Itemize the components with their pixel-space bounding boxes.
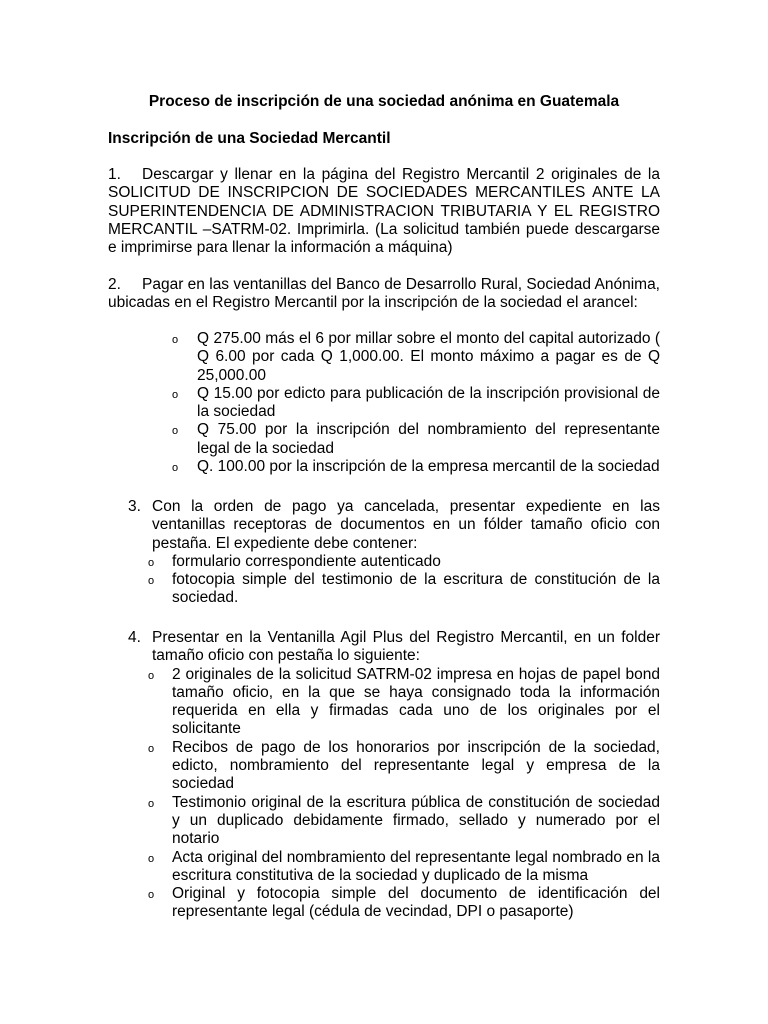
paragraph-2 xyxy=(108,276,660,313)
list-item: o Recibos de pago de los honorarios por inscripción de la sociedad, edicto, nombramiento del representante legal y empresa de la sociedad xyxy=(148,738,660,793)
list-item: o Q. 100.00 por la inscripción de la empresa mercantil de la sociedad xyxy=(172,458,660,476)
bullet-icon: o xyxy=(172,462,179,475)
bullet-icon: o xyxy=(148,742,155,755)
step-3-list xyxy=(128,553,660,608)
bullet-icon: o xyxy=(148,889,155,902)
bullet-icon: o xyxy=(172,425,179,438)
fee-list xyxy=(172,330,660,476)
step-4-number: 4. xyxy=(128,629,141,646)
paragraph-2-number: 2. xyxy=(108,276,121,293)
step-3-number: 3. xyxy=(128,498,141,515)
bullet-icon: o xyxy=(148,797,155,810)
list-item: o Original y fotocopia simple del documento de identificación del representante legal (cédula de vecindad, DPI o pasaporte) xyxy=(148,885,660,921)
bullet-icon: o xyxy=(148,575,155,588)
paragraph-1-number: 1. xyxy=(108,166,121,183)
step-4-text: Presentar en la Ventanilla Agil Plus del Registro Mercantil, en un folder tamaño oficio con pestaña lo siguiente: xyxy=(152,629,660,665)
list-item: o Q 275.00 más el 6 por millar sobre el monto del capital autorizado ( Q 6.00 por cada Q 1,000.00. El monto máximo a pagar es de Q 25,000.00 xyxy=(172,330,660,384)
document-title: Proceso de inscripción de una sociedad anónima en Guatemala xyxy=(148,93,620,110)
bullet-icon: o xyxy=(148,556,155,569)
step-3 xyxy=(128,498,660,608)
bullet-icon: o xyxy=(172,388,179,401)
bullet-icon: o xyxy=(148,852,155,865)
list-item: o formulario correspondiente autenticado xyxy=(148,552,441,570)
list-item: o Q 75.00 por la inscripción del nombramiento del representante legal de la sociedad xyxy=(172,421,660,457)
list-item: o Testimonio original de la escritura pública de constitución de sociedad y un duplicado debidamente firmado, sellado y numerado por el notario xyxy=(148,793,660,848)
bullet-icon: o xyxy=(172,334,179,346)
paragraph-1 xyxy=(108,166,660,257)
step-4 xyxy=(128,629,660,922)
list-item: o fotocopia simple del testimonio de la escritura de constitución de la sociedad. xyxy=(148,571,660,607)
step-3-text: Con la orden de pago ya cancelada, presentar expediente en las ventanillas receptoras de documentos en un fólder tamaño oficio con pestaña. El expediente debe contener: xyxy=(152,498,660,552)
paragraph-2-text: Pagar en las ventanillas del Banco de Desarrollo Rural, Sociedad Anónima, ubicadas en el Registro Mercantil por la inscripción de la sociedad el arancel: xyxy=(108,276,660,312)
list-item: o Q 15.00 por edicto para publicación de la inscripción provisional de la sociedad xyxy=(172,384,660,421)
section-heading: Inscripción de una Sociedad Mercantil xyxy=(108,130,391,147)
list-item: o 2 originales de la solicitud SATRM-02 impresa en hojas de papel bond tamaño oficio, en la que se haya consignado toda la información requerida en ella y firmadas cada uno de los originales por el solicitante xyxy=(148,665,660,738)
bullet-icon: o xyxy=(148,669,155,682)
step-4-list xyxy=(128,666,660,922)
paragraph-1-text: Descargar y llenar en la página del Registro Mercantil 2 originales de la SOLICITUD DE INSCRIPCION DE SOCIEDADES MERCANTILES ANTE LA SUPERINTENDENCIA DE ADMINISTRACION TRIBUTARIA Y EL REGISTRO MERCANTIL –SATRM-02. Imprimirla. (La solicitud también puede descargarse e imprimirse para llenar la información a máquina) xyxy=(108,166,660,257)
list-item: o Acta original del nombramiento del representante legal nombrado en la escritura constitutiva de la sociedad y duplicado de la misma xyxy=(148,848,660,884)
